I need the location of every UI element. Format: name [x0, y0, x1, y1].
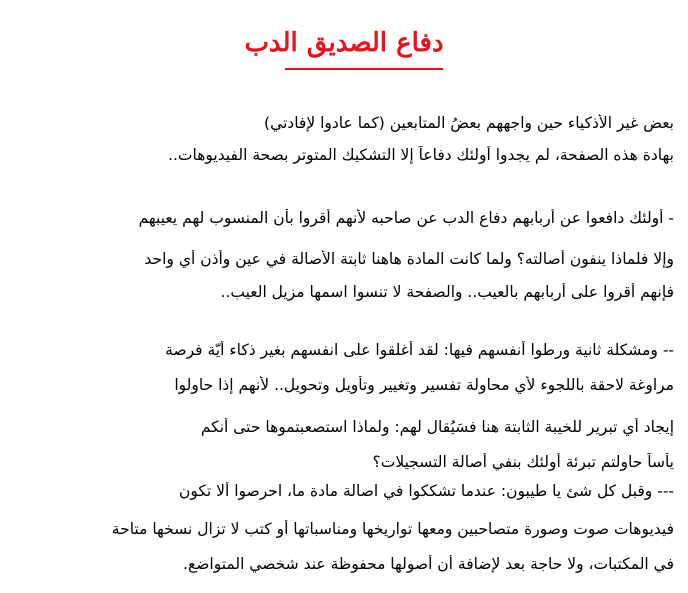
title-underline	[285, 68, 443, 70]
text-line-6: -- ومشكلة ثانية ورطوا أنفسهم فيها: لقد أغلقوا على انفسهم بغير ذكاء أيّة فرصة	[165, 341, 674, 359]
text-line-1: بعض غير الأذكياء حين واجههم بعضُ المتابعين (كما عادوا لإفادتي)	[264, 114, 674, 132]
text-line-7: مراوغة لاحقة باللجوء لأي محاولة تفسير وتغيير وتأويل وتحويل.. لأنهم إذا حاولوا	[174, 376, 674, 394]
text-line-3: - أولئك دافعوا عن أربابهم دفاع الدب عن صاحبه لأنهم أقروا بأن المنسوب لهم يعيبهم	[138, 209, 674, 227]
text-line-12: في المكتبات، ولا حاجة بعد لإضافة أن أصولها محفوظة عند شخصي المتواضع.	[183, 555, 674, 573]
text-line-2: بهادة هذه الصفحة، لم يجدوا أولئك دفاعاً إلا التشكيك المتوتر بصحة الفيديوهات..	[168, 146, 674, 164]
text-line-9: يأساً حاولتم تبرئة أولئك بنفي أصالة التسجيلات؟	[372, 453, 674, 471]
text-line-10: --- وقبل كل شئ يا طيبون: عندما تشككوا في اصالة مادة ما، احرصوا ألا تكون	[178, 482, 674, 500]
text-line-4: وإلا فلماذا ينفون أصالته؟ ولما كانت المادة هاهنا ثابتة الأصالة في عين وأذن أي واحد	[144, 250, 674, 268]
text-line-5: فإنهم أقروا على أربابهم بالعيب.. والصفحة لا تنسوا اسمها مزيل العيب..	[220, 283, 674, 301]
text-line-8: إيجاد أي تبرير للخيبة الثابتة هنا فسَيُقال لهم: ولماذا استصعبتموها حتى أنكم	[200, 418, 674, 436]
page-title: دفاع الصديق الدب	[244, 28, 444, 58]
text-line-11: فيديوهات صوت وصورة متصاحبين ومعها تواريخها ومناسباتها أو كتب لا تزال نسخها متاحة	[111, 520, 674, 538]
